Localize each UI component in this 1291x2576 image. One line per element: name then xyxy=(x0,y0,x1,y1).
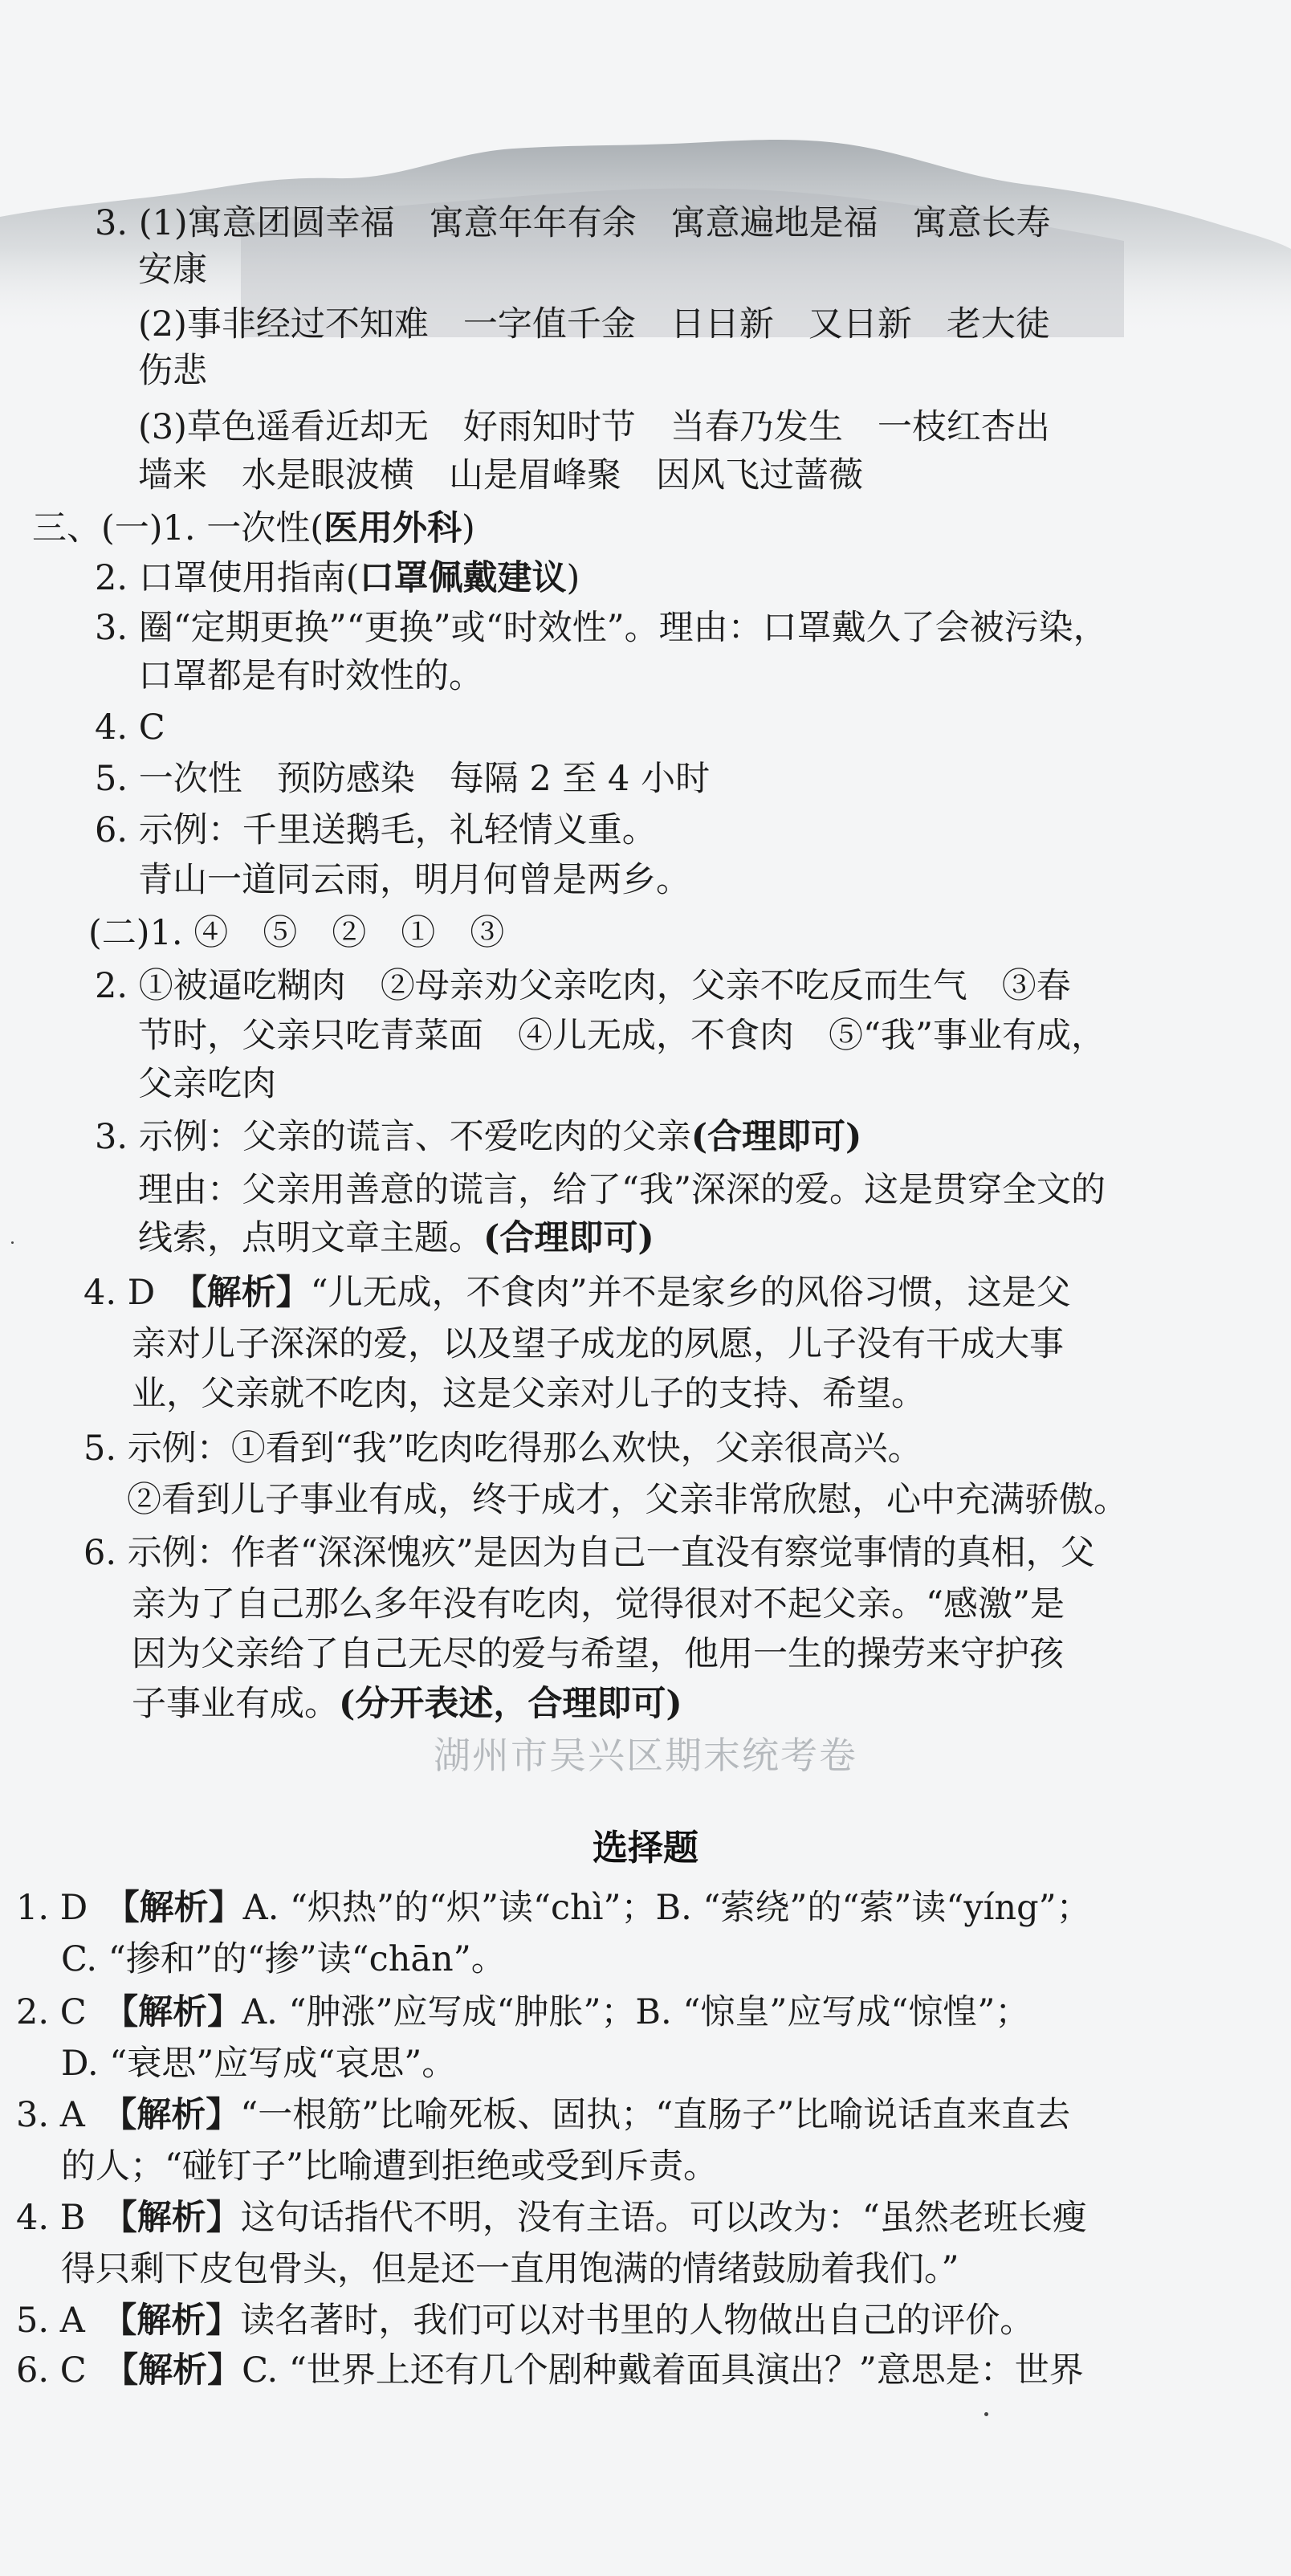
c1-q1 xyxy=(32,504,475,552)
c2-q3-text: 3. 示例：父亲的谎言、不爱吃肉的父亲 xyxy=(95,1117,691,1157)
exam-q4-line-2: 得只剩下皮包骨头，但是还一直用饱满的情绪鼓励着我们。” xyxy=(61,2249,959,2289)
c2-q3-bold: (合理即可) xyxy=(690,1117,862,1157)
c2-q2-line-3: 父亲吃肉 xyxy=(138,1064,276,1104)
c2-q6-line-4-bold: (分开表述，合理即可) xyxy=(339,1684,682,1724)
c2-q6-line-3: 因为父亲给了自己无尽的爱与希望，他用一生的操劳来守护孩 xyxy=(132,1634,1064,1674)
q3-line-2: 安康 xyxy=(138,250,207,290)
c2-q2-line-2: 节时，父亲只吃青菜面 ④儿无成，不食肉 ⑤“我”事业有成， xyxy=(138,1016,1106,1056)
c2-q3-line-2: 理由：父亲用善意的谎言，给了“我”深深的爱。这是贯穿全文的 xyxy=(138,1170,1106,1210)
c2-q6-line-4 xyxy=(132,1680,682,1728)
c2-q6-line-2: 亲为了自己那么多年没有吃肉，觉得很对不起父亲。“感激”是 xyxy=(132,1584,1065,1624)
c2-q6-line-4-text: 子事业有成。 xyxy=(132,1684,339,1724)
exam-q1-line-2: C. “掺和”的“掺”读“chān”。 xyxy=(61,1939,506,1979)
exam-q5-num: 5. A xyxy=(16,2301,120,2341)
exam-q6-text: C. “世界上还有几个剧种戴着面具演出？”意思是：世界 xyxy=(242,2350,1084,2391)
scan-speck xyxy=(984,2412,988,2416)
q3-line-1: 3. (1)寓意团圆幸福 寓意年年有余 寓意遍地是福 寓意长寿 xyxy=(95,203,1051,243)
exam-q3-num: 3. A xyxy=(16,2095,120,2135)
exam-q4-tag: 【解析】 xyxy=(120,2198,241,2238)
exam-q2-num: 2. C xyxy=(16,1992,121,2032)
exam-q6-tag: 【解析】 xyxy=(120,2350,242,2391)
c2-q3-line-1 xyxy=(95,1113,861,1161)
c2-q5-line-1: 5. 示例：①看到“我”吃肉吃得那么欢快，父亲很高兴。 xyxy=(83,1429,922,1469)
c2-q6-line-1: 6. 示例：作者“深深愧疚”是因为自己一直没有察觉事情的真相，父 xyxy=(83,1533,1095,1573)
c1-q2-text: 2. 口罩使用指南( xyxy=(95,558,360,598)
q3-line-6: 墙来 水是眼波横 山是眉峰聚 因风飞过蔷薇 xyxy=(138,455,863,495)
c1-q1-text: 三、(一)1. 一次性( xyxy=(32,508,324,548)
c2-q4-tag: 【解析】 xyxy=(189,1273,311,1313)
exam-q6-num: 6. C xyxy=(16,2350,121,2391)
q3-line-5: (3)草色遥看近却无 好雨知时节 当春乃发生 一枝红杏出 xyxy=(138,407,1050,447)
c1-q4: 4. C xyxy=(95,707,165,748)
exam-q5-tag: 【解析】 xyxy=(119,2301,241,2341)
c1-q5: 5. 一次性 预防感染 每隔 2 至 4 小时 xyxy=(95,759,711,799)
c1-q2-bold: 口罩佩戴建议 xyxy=(359,558,567,598)
c2-q2-line-1: 2. ①被逼吃糊肉 ②母亲劝父亲吃肉，父亲不吃反而生气 ③春 xyxy=(95,966,1071,1006)
multiple-choice-heading: 选择题 xyxy=(593,1828,698,1869)
exam-q1-text: A. “炽热”的“炽”读“chì”；B. “萦绕”的“萦”读“yíng”； xyxy=(242,1888,1091,1928)
exam-q4-text: 这句话指代不明，没有主语。可以改为：“虽然老班长瘦 xyxy=(240,2198,1087,2238)
c1-q1-end: ) xyxy=(462,508,475,548)
exam-q3-line-1 xyxy=(16,2091,1070,2139)
c2-q4-text: “儿无成，不食肉”并不是家乡的风俗习惯，这是父 xyxy=(310,1273,1071,1313)
q3-line-3: (2)事非经过不知难 一字值千金 日日新 又日新 老大徒 xyxy=(138,304,1050,344)
exam-q1-line-1 xyxy=(16,1884,1091,1932)
c2-q5-line-2: ②看到儿子事业有成，终于成才，父亲非常欣慰，心中充满骄傲。 xyxy=(127,1480,1128,1520)
c1-q3-line-1: 3. 圈“定期更换”“更换”或“时效性”。理由：口罩戴久了会被污染， xyxy=(95,608,1108,648)
exam-q1-tag: 【解析】 xyxy=(122,1888,243,1928)
c1-q2 xyxy=(95,554,580,602)
scan-speck xyxy=(11,1241,14,1244)
c2-q4-line-1 xyxy=(83,1269,1071,1317)
c2-q4-line-3: 业，父亲就不吃肉，这是父亲对儿子的支持、希望。 xyxy=(132,1374,926,1414)
c2-q3-line-3-text: 线索，点明文章主题。 xyxy=(138,1218,483,1258)
c1-q1-bold: 医用外科 xyxy=(324,508,462,548)
c1-q3-line-2: 口罩都是有时效性的。 xyxy=(138,656,483,696)
exam-q2-tag: 【解析】 xyxy=(120,1992,242,2032)
exam-q4-num: 4. B xyxy=(16,2198,120,2238)
c2-q4-num: 4. D xyxy=(83,1273,190,1313)
exam-q2-text: A. “肿涨”应写成“肿胀”；B. “惊皇”应写成“惊惶”； xyxy=(242,1992,1030,2032)
exam-q3-line-2: 的人；“碰钉子”比喻遭到拒绝或受到斥责。 xyxy=(61,2146,718,2187)
c2-q3-line-3 xyxy=(138,1214,654,1262)
exam-q2-line-2: D. “衰思”应写成“哀思”。 xyxy=(61,2044,457,2084)
c2-q4-line-2: 亲对儿子深深的爱，以及望子成龙的夙愿，儿子没有干成大事 xyxy=(132,1324,1064,1364)
c1-q6-line-1: 6. 示例：千里送鹅毛，礼轻情义重。 xyxy=(95,810,657,850)
exam-q3-text: “一根筋”比喻死板、固执；“直肠子”比喻说话直来直去 xyxy=(240,2095,1071,2135)
exam-q5-line-1 xyxy=(16,2297,1034,2345)
c2-q1: (二)1. ④ ⑤ ② ① ③ xyxy=(88,913,505,953)
c1-q6-line-2: 青山一道同云雨，明月何曾是两乡。 xyxy=(138,860,690,900)
exam-q3-tag: 【解析】 xyxy=(119,2095,241,2135)
q3-line-4: 伤悲 xyxy=(138,351,207,391)
c2-q3-line-3-bold: (合理即可) xyxy=(483,1218,654,1258)
exam-q4-line-1 xyxy=(16,2194,1087,2242)
exam-q1-num: 1. D xyxy=(16,1888,123,1928)
exam-q6-line-1 xyxy=(16,2346,1084,2395)
c1-q2-end: ) xyxy=(566,558,580,598)
exam-section-title: 湖州市吴兴区期末统考卷 xyxy=(434,1734,857,1777)
exam-q5-text: 读名著时，我们可以对书里的人物做出自己的评价。 xyxy=(240,2301,1035,2341)
exam-q2-line-1 xyxy=(16,1988,1029,2036)
